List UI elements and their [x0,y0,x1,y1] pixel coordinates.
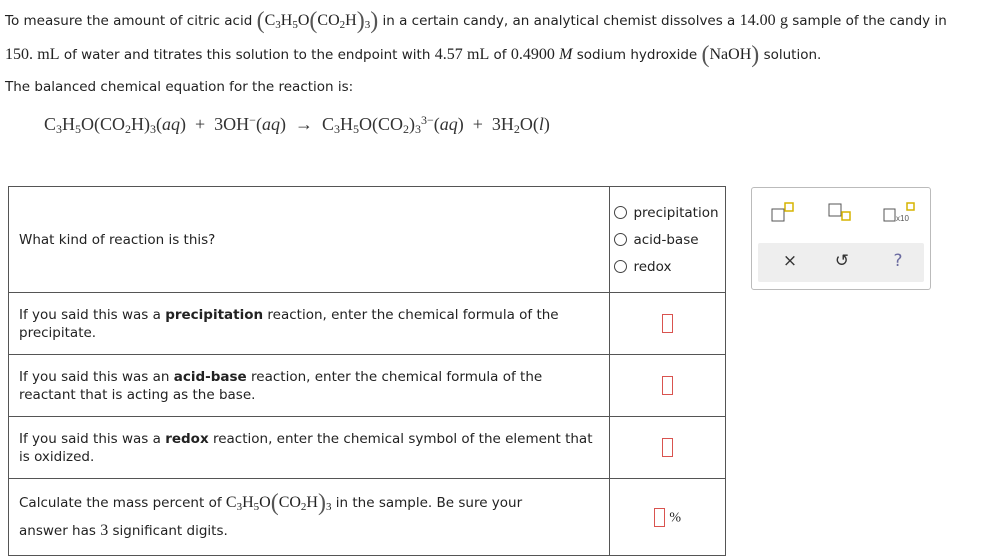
radio-button[interactable] [614,233,627,246]
radio-acid-base[interactable]: acid-base [614,226,718,253]
question-row-mass-percent [9,479,726,556]
base-formula-input[interactable] [662,376,673,395]
balanced-equation: $C_3H_5O(CO_2H)_3(aq) + 3OH^-(aq) \to C_3H_5O(CO_2)_3^{3-}(aq) + 3H_2O(l)$ [44,113,550,136]
answer-toolbox [751,187,931,290]
question-row-oxidized [9,417,726,479]
radio-redox[interactable]: redox [614,253,718,280]
question-text: What kind of reaction is this? [9,187,610,293]
clear-icon[interactable]: × [782,251,798,271]
question-row-precipitate [9,293,726,355]
citric-acid-formula: $(C_3H_5O(CO_2H)_3)$ [256,8,379,34]
percent-unit: % [669,510,681,525]
problem-line-2: 150. mL of water and titrates this solution to the endpoint with 4.57 mL of 0.4900 M sodium hydroxide (NaOH) solution. [5,42,822,68]
x10-label: x10 [896,214,909,223]
question-text: If you said this was an acid-base reaction, enter the chemical formula of the reactant that is acting as the base. [9,355,610,417]
equation-intro: The balanced chemical equation for the reaction is: [5,79,354,95]
question-row-base [9,355,726,417]
radio-button[interactable] [614,260,627,273]
precipitate-formula-input[interactable] [662,314,673,333]
reaction-type-radio-group [614,199,718,280]
question-table [8,186,726,556]
question-row-reaction-type [9,187,726,293]
toolbox-action-bar [758,243,924,282]
undo-icon[interactable]: ↺ [834,251,850,271]
radio-button[interactable] [614,206,627,219]
question-text: If you said this was a precipitation reaction, enter the chemical formula of the precipitate. [9,293,610,355]
help-icon[interactable]: ? [893,251,903,271]
problem-line-1: To measure the amount of citric acid $(C_3H_5O(CO_2H)_3)$ in a certain candy, an analytical chemist dissolves a 14.00 g sample of the candy in [5,8,947,34]
superscript-icon[interactable] [770,202,796,224]
question-text: If you said this was a redox reaction, enter the chemical symbol of the element that is oxidized. [9,417,610,479]
question-text: Calculate the mass percent of $C_3H_5O(CO_2H)_3$ in the sample. Be sure your answer has 3 significant digits. [9,479,610,556]
oxidized-element-input[interactable] [662,438,673,457]
radio-precipitation[interactable]: precipitation [614,199,718,226]
scientific-notation-icon[interactable] [882,202,916,224]
subscript-icon[interactable] [827,202,853,224]
mass-percent-input[interactable] [654,508,665,527]
